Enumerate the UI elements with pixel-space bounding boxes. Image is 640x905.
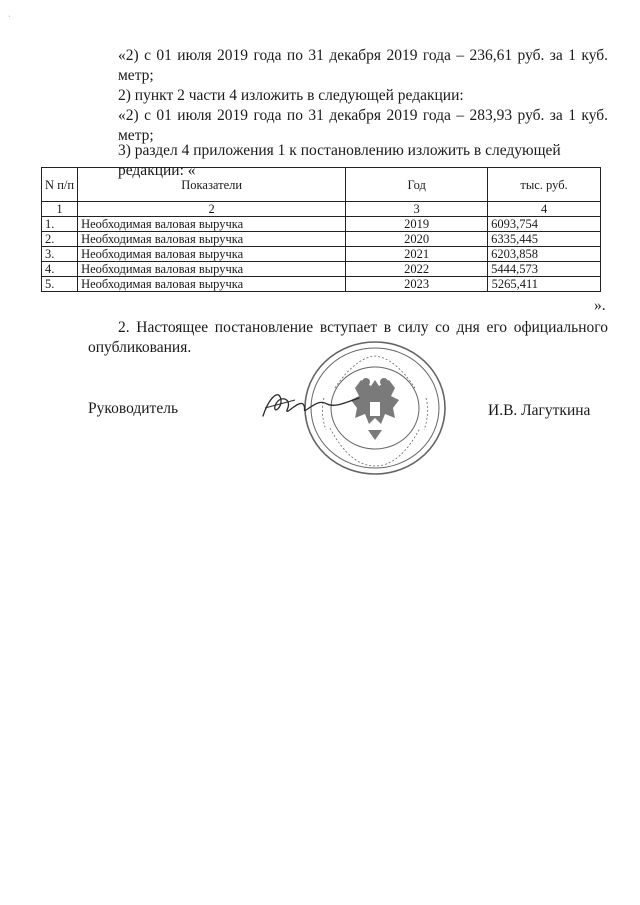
col-number: 3: [346, 202, 488, 217]
row-indicator: Необходимая валовая выручка: [78, 232, 346, 247]
table-row: [42, 277, 601, 292]
row-value: 5444,573: [488, 262, 601, 277]
paragraph-p1-line: [118, 46, 608, 86]
paragraph-p2: 2) пункт 2 части 4 изложить в следующей редакции:: [118, 87, 464, 104]
scan-mark: ˎ: [8, 8, 11, 17]
header-value: тыс. руб.: [488, 168, 601, 202]
table-row: [42, 262, 601, 277]
table-header-row: [42, 168, 601, 202]
row-year: 2020: [346, 232, 488, 247]
row-indicator: Необходимая валовая выручка: [78, 217, 346, 232]
row-year: 2023: [346, 277, 488, 292]
row-number: 3.: [42, 247, 78, 262]
row-indicator: Необходимая валовая выручка: [78, 247, 346, 262]
signatory-role: Руководитель: [88, 400, 179, 417]
closing-quote: ».: [594, 297, 606, 314]
row-number: 5.: [42, 277, 78, 292]
row-year: 2022: [346, 262, 488, 277]
header-number: N п/п: [42, 168, 78, 202]
row-value: 6203,858: [488, 247, 601, 262]
table-row: [42, 232, 601, 247]
table-row: [42, 217, 601, 232]
row-number: 2.: [42, 232, 78, 247]
header-indicator: Показатели: [78, 168, 346, 202]
table-row: [42, 247, 601, 262]
revenue-table: [41, 167, 601, 292]
row-number: 1.: [42, 217, 78, 232]
row-indicator: Необходимая валовая выручка: [78, 262, 346, 277]
paragraph-p1: «2) с 01 июля 2019 года по 31 декабря 2019 года – 236,61 руб. за 1 куб. метр;: [118, 47, 608, 84]
col-number: 2: [78, 202, 346, 217]
col-number: 1: [42, 202, 78, 217]
row-indicator: Необходимая валовая выручка: [78, 277, 346, 292]
handwritten-signature-icon: [255, 378, 375, 428]
signatory-name: И.В. Лагуткина: [488, 402, 591, 419]
paragraph-p3-line: [118, 106, 608, 146]
col-number: 4: [488, 202, 601, 217]
row-value: 6335,445: [488, 232, 601, 247]
row-value: 6093,754: [488, 217, 601, 232]
header-year: Год: [346, 168, 488, 202]
row-number: 4.: [42, 262, 78, 277]
row-value: 5265,411: [488, 277, 601, 292]
row-year: 2019: [346, 217, 488, 232]
paragraph-p3: «2) с 01 июля 2019 года по 31 декабря 2019 года – 283,93 руб. за 1 куб. метр;: [118, 107, 608, 144]
column-number-row: [42, 202, 601, 217]
row-year: 2021: [346, 247, 488, 262]
paragraph-p4: 3) раздел 4 приложения 1 к постановлению изложить в следующей редакции: «: [118, 142, 561, 179]
clause-2: 2. Настоящее постановление вступает в силу со дня его официального опубликования.: [88, 319, 608, 356]
